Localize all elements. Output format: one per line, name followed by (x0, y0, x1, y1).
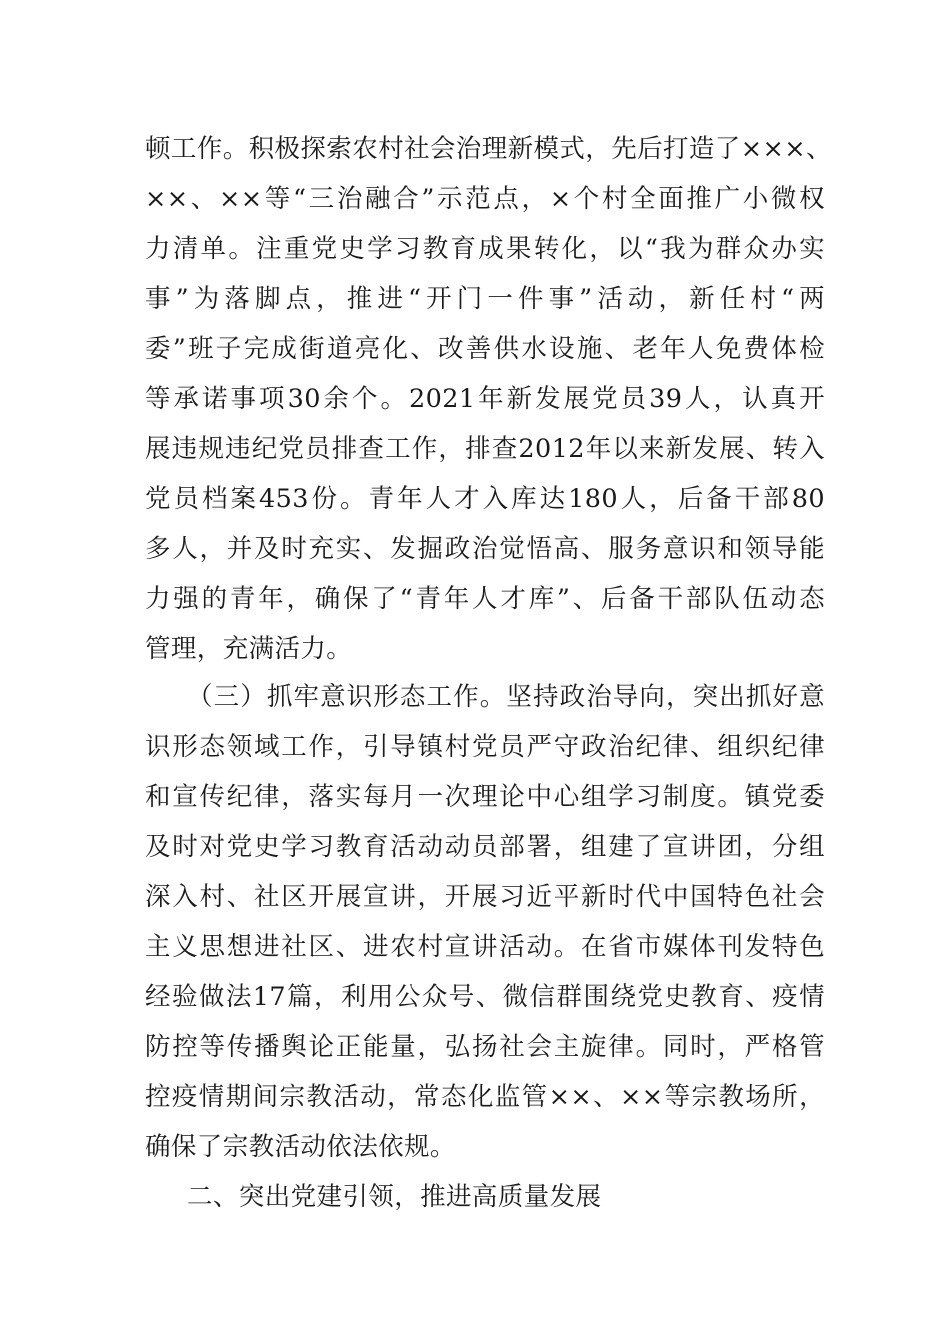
text-line: 力清单。注重党史学习教育成果转化，以“我为群众办实 (145, 234, 825, 264)
text-line: 顿工作。积极探索农村社会治理新模式，先后打造了×××、 (145, 134, 832, 164)
text-line: 等承诺事项30余个。2021年新发展党员39人，认真开 (145, 384, 825, 414)
text-line: 主义思想进社区、进农村宣讲活动。在省市媒体刊发特色 (145, 932, 825, 962)
text-line: 深入村、社区开展宣讲，开展习近平新时代中国特色社会 (145, 882, 825, 912)
text-line: 多人，并及时充实、发掘政治觉悟高、服务意识和领导能 (145, 534, 825, 564)
text-line: 防控等传播舆论正能量，弘扬社会主旋律。同时，严格管 (145, 1032, 825, 1062)
chapter-heading: 二、突出党建引领，推进高质量发展 (187, 1182, 602, 1212)
text-line: ××、××等“三治融合”示范点，×个村全面推广小微权 (145, 184, 825, 214)
text-line: 经验做法17篇，利用公众号、微信群围绕党史教育、疫情 (145, 982, 825, 1012)
text-line: 识形态领域工作，引导镇村党员严守政治纪律、组织纪律 (145, 732, 825, 762)
text-line: 力强的青年，确保了“青年人才库”、后备干部队伍动态 (145, 584, 825, 614)
section-heading-line: （三）抓牢意识形态工作。坚持政治导向，突出抓好意 (187, 682, 825, 712)
paragraph-end-line: 确保了宗教活动依法依规。 (145, 1132, 456, 1162)
text-line: 展违规违纪党员排查工作，排查2012年以来新发展、转入 (145, 434, 825, 464)
paragraph-end-line: 管理，充满活力。 (145, 634, 353, 664)
text-line: 和宣传纪律，落实每月一次理论中心组学习制度。镇党委 (145, 782, 825, 812)
text-line: 事”为落脚点，推进“开门一件事”活动，新任村“两 (145, 284, 825, 314)
text-line: 委”班子完成街道亮化、改善供水设施、老年人免费体检 (145, 334, 825, 364)
text-line: 及时对党史学习教育活动动员部署，组建了宣讲团，分组 (145, 832, 825, 862)
text-line: 党员档案453份。青年人才入库达180人，后备干部80 (145, 484, 825, 514)
text-line: 控疫情期间宗教活动，常态化监管××、××等宗教场所， (145, 1082, 825, 1112)
